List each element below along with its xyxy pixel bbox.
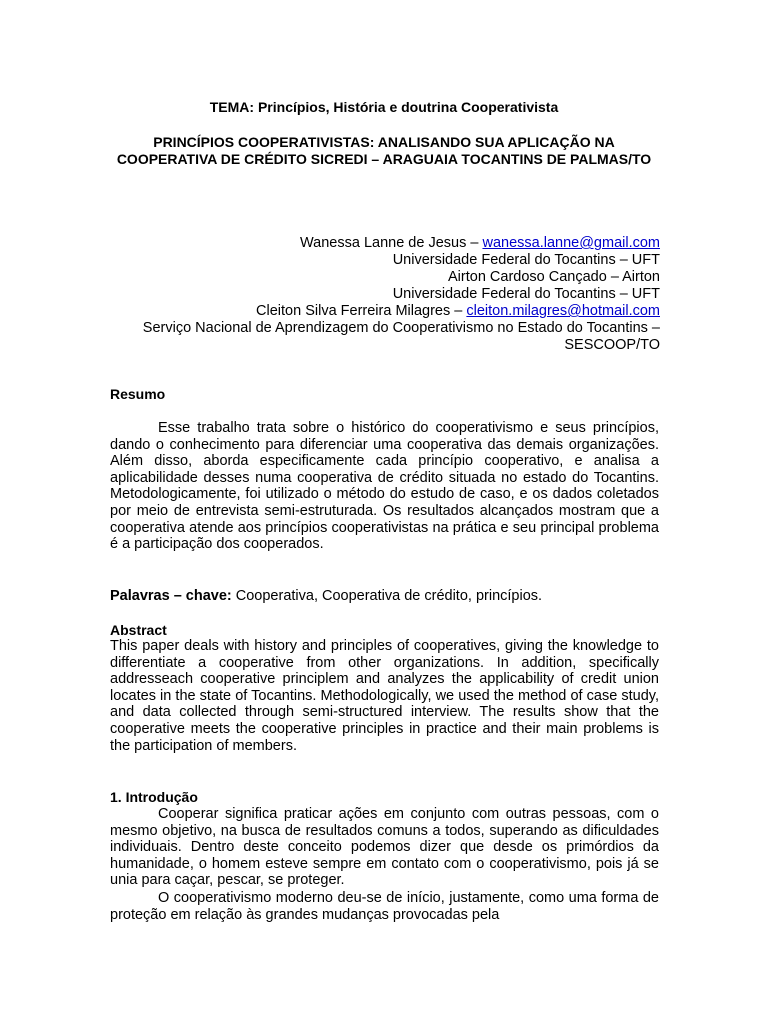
intro-paragraph-1: Cooperar significa praticar ações em conjunto com outras pessoas, com o mesmo objetivo, na busca de resultados comuns a todos, superando as dificuldades individuais. Dentro deste conceito podemos dizer que desde os primórdios da humanidade, o homem esteve sempre em contato com o cooperativismo, pois já se unia para caçar, pescar, se proteger.: [110, 806, 659, 889]
author-3-name: Cleiton Silva Ferreira Milagres –: [256, 303, 467, 319]
resumo-text: Esse trabalho trata sobre o histórico do cooperativismo e seus princípios, dando o conhecimento para diferenciar uma cooperativa das demais organizações. Além disso, aborda especificamente cada princípio cooperativo, e analisa a aplicabilidade desses numa cooperativa de crédito situada no estado do Tocantins. Metodologicamente, foi utilizado o método do estudo de caso, e os dados coletados por meio de entrevista semi-estruturada. Os resultados alcançados mostram que a cooperativa atende aos princípios cooperativistas na prática e seu principal problema é a participação dos cooperados.: [110, 420, 659, 553]
author-3-email-link[interactable]: cleiton.milagres@hotmail.com: [466, 303, 660, 319]
author-block: [110, 235, 660, 354]
paper-title: PRINCÍPIOS COOPERATIVISTAS: ANALISANDO SUA APLICAÇÃO NA COOPERATIVA DE CRÉDITO SICREDI – ARAGUAIA TOCANTINS DE PALMAS/TO: [116, 134, 652, 167]
author-3-institution: Serviço Nacional de Aprendizagem do Cooperativismo no Estado do Tocantins – SESCOOP/TO: [142, 320, 660, 353]
author-2-institution: Universidade Federal do Tocantins – UFT: [392, 286, 660, 302]
abstract-text: This paper deals with history and principles of cooperatives, giving the knowledge to differentiate a cooperative from other organizations. In addition, specifically addresseach cooperative principlem and analyzes the applicability of credit union locates in the state of Tocantins. Methodologically, we used the method of case study, and data collected through semi-structured interview. The results show that the cooperative meets the cooperative principles in practice and their main problems is the participation of members.: [110, 638, 659, 754]
author-1-email-link[interactable]: wanessa.lanne@gmail.com: [482, 235, 660, 251]
resumo-heading: Resumo: [110, 386, 166, 402]
keywords-text: Cooperativa, Cooperativa de crédito, princípios.: [231, 588, 543, 604]
author-3: [110, 303, 660, 320]
author-1: [110, 235, 660, 252]
author-1-name: Wanessa Lanne de Jesus –: [300, 235, 483, 251]
intro-paragraph-2: O cooperativismo moderno deu-se de início, justamente, como uma forma de proteção em relação às grandes mudanças provocadas pela: [110, 890, 659, 923]
author-1-institution: Universidade Federal do Tocantins – UFT: [392, 252, 660, 268]
abstract-heading: Abstract: [110, 622, 167, 638]
keywords-label: Palavras – chave:: [110, 588, 232, 604]
theme-heading: TEMA: Princípios, História e doutrina Cooperativista: [209, 99, 559, 115]
author-2-name: Airton Cardoso Cançado – Airton: [448, 269, 660, 285]
intro-heading: 1. Introdução: [110, 789, 198, 805]
keywords-line: [110, 588, 659, 605]
